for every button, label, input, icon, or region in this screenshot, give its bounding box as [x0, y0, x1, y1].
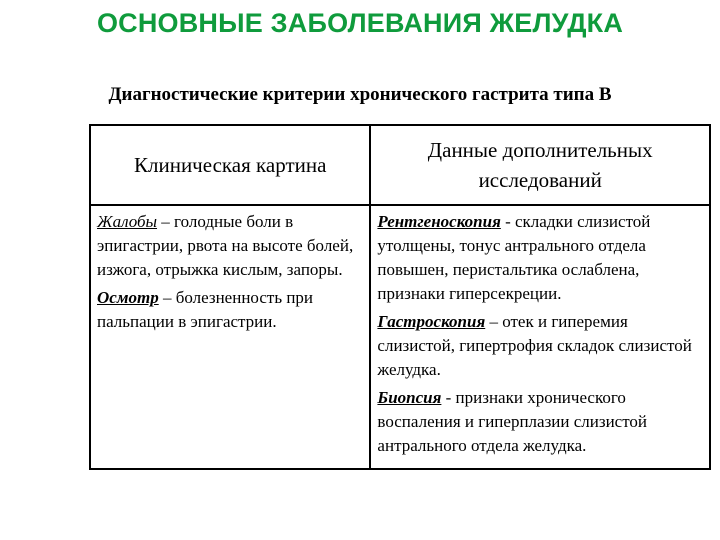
header-additional-text: Данные дополнительных исследований: [427, 138, 653, 192]
gastroscopy-paragraph: [377, 310, 705, 382]
table-header-row: [90, 125, 710, 205]
complaints-paragraph: [97, 210, 365, 282]
gastroscopy-term: Гастроскопия: [377, 312, 486, 331]
slide-subtitle: Диагностические критерии хронического гастрита типа В: [108, 84, 612, 105]
examination-text: – болезненность при пальпации в эпигастрии.: [97, 288, 314, 331]
xray-term: Рентгеноскопия: [377, 212, 501, 231]
complaints-term: Жалобы: [97, 212, 158, 231]
clinical-cell: [90, 205, 370, 469]
criteria-table: [89, 124, 711, 470]
xray-text: - складки слизистой утолщены, тонус антрального отдела повышен, перистальтика ослаблена, признаки гиперсекреции.: [377, 212, 651, 303]
header-clinical: Клиническая картина: [90, 125, 370, 205]
table-body-row: [90, 205, 710, 469]
biopsy-term: Биопсия: [377, 388, 442, 407]
header-additional: [370, 125, 710, 205]
examination-paragraph: [97, 286, 365, 334]
slide-title: ОСНОВНЫЕ ЗАБОЛЕВАНИЯ ЖЕЛУДКА: [96, 8, 624, 38]
biopsy-text: - признаки хронического воспаления и гиперплазии слизистой антрального отдела желудка.: [377, 388, 648, 455]
examination-term: Осмотр: [97, 288, 159, 307]
gastroscopy-text: – отек и гиперемия слизистой, гипертрофия складок слизистой желудка.: [377, 312, 692, 379]
complaints-text: – голодные боли в эпигастрии, рвота на высоте болей, изжога, отрыжка кислым, запоры.: [97, 212, 354, 279]
additional-cell: [370, 205, 710, 469]
xray-paragraph: [377, 210, 705, 306]
biopsy-paragraph: [377, 386, 705, 458]
